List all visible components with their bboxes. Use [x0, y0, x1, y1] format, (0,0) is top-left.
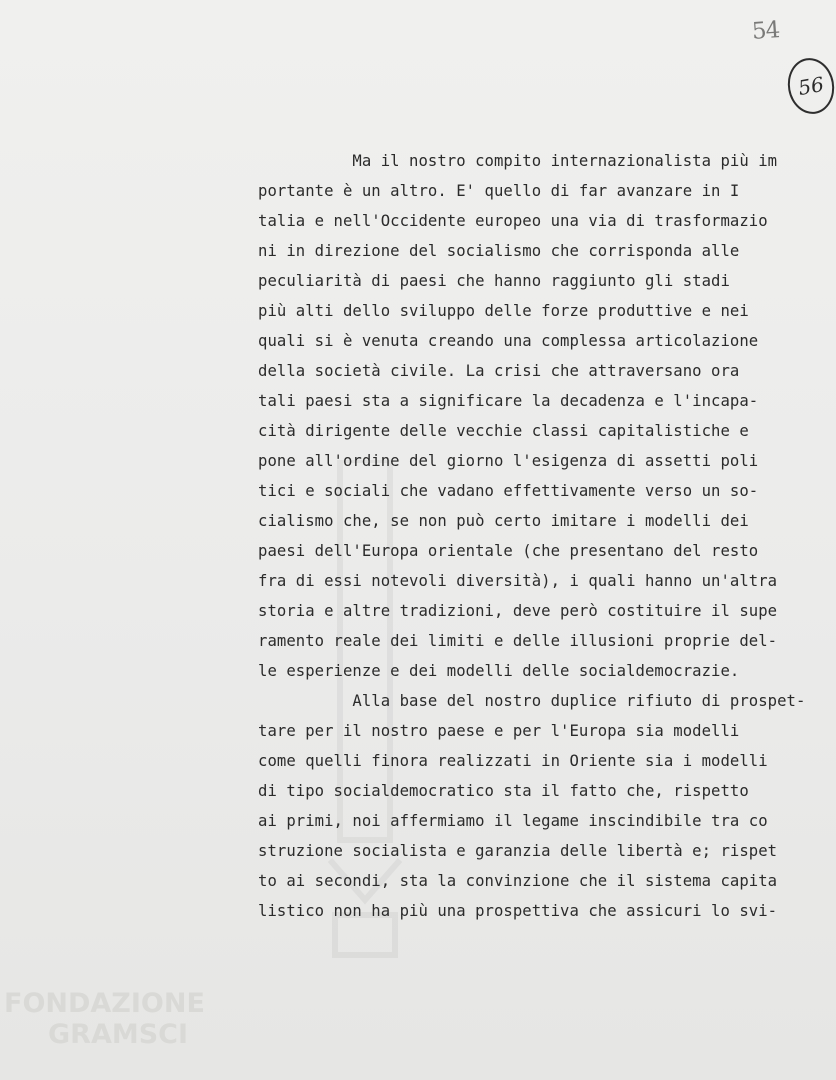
text-line: tare per il nostro paese e per l'Europa sia modelli: [258, 722, 740, 740]
text-line: struzione socialista e garanzia delle libertà e; rispet: [258, 842, 778, 860]
text-line: di tipo socialdemocratico sta il fatto che, rispetto: [258, 782, 749, 800]
text-line: tali paesi sta a significare la decadenza e l'incapa-: [258, 392, 759, 410]
text-line: portante è un altro. E' quello di far avanzare in I: [258, 182, 740, 200]
text-line: tici e sociali che vadano effettivamente verso un so-: [258, 482, 759, 500]
text-line: ni in direzione del socialismo che corrisponda alle: [258, 242, 740, 260]
text-line: ramento reale dei limiti e delle illusioni proprie del-: [258, 632, 778, 650]
text-line: talia e nell'Occidente europeo una via di trasformazio: [258, 212, 768, 230]
text-line: cialismo che, se non può certo imitare i modelli dei: [258, 512, 749, 530]
text-line: della società civile. La crisi che attraversano ora: [258, 362, 740, 380]
text-line: come quelli finora realizzati in Oriente sia i modelli: [258, 752, 768, 770]
watermark: [4, 988, 205, 1050]
text-line: Alla base del nostro duplice rifiuto di prospet-: [258, 692, 806, 710]
text-line: pone all'ordine del giorno l'esigenza di assetti poli: [258, 452, 759, 470]
watermark-line-2: GRAMSCI: [48, 1019, 189, 1050]
text-line: peculiarità di paesi che hanno raggiunto gli stadi: [258, 272, 730, 290]
text-line: le esperienze e dei modelli delle socialdemocrazie.: [258, 662, 740, 680]
text-line: ai primi, noi affermiamo il legame inscindibile tra co: [258, 812, 768, 830]
text-line: quali si è venuta creando una complessa articolazione: [258, 332, 759, 350]
text-line: più alti dello sviluppo delle forze produttive e nei: [258, 302, 749, 320]
circled-page-number: 56: [783, 54, 836, 117]
text-line: Ma il nostro compito internazionalista più im: [258, 152, 778, 170]
text-line: fra di essi notevoli diversità), i quali hanno un'altra: [258, 572, 778, 590]
text-line: paesi dell'Europa orientale (che presentano del resto: [258, 542, 759, 560]
text-line: listico non ha più una prospettiva che assicuri lo svi-: [258, 902, 778, 920]
text-line: storia e altre tradizioni, deve però costituire il supe: [258, 602, 778, 620]
watermark-line-1: FONDAZIONE: [4, 988, 205, 1019]
handwritten-page-number: 54: [751, 17, 781, 45]
text-line: to ai secondi, sta la convinzione che il sistema capita: [258, 872, 778, 890]
text-line: cità dirigente delle vecchie classi capitalistiche e: [258, 422, 749, 440]
